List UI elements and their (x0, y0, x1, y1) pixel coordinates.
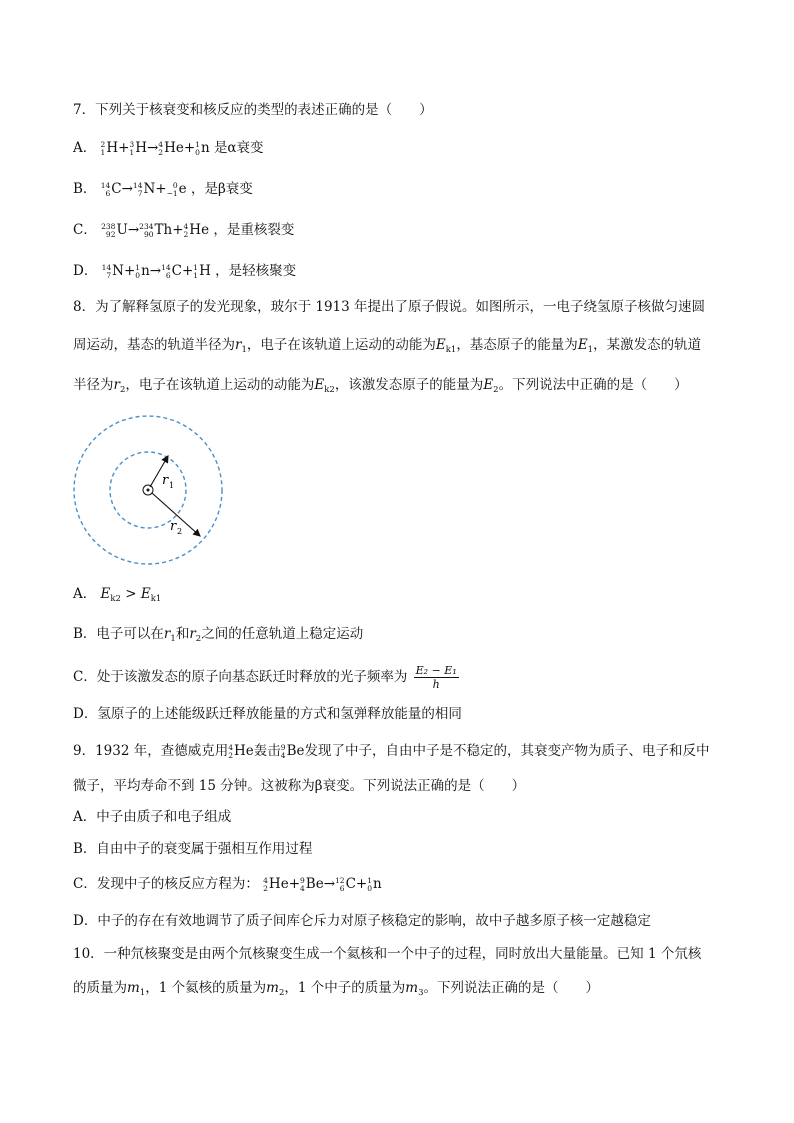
option-text: ，是β衰变 (190, 181, 253, 197)
q9-option-d[interactable]: D．中子的存在有效地调节了质子间库仑斥力对原子核稳定的影响，故中子越多原子核一定越稳定 (73, 913, 651, 929)
nuclear-equation: 4 2 He+ 9 4 Be→ 12 6 C+ 1 0 n (263, 875, 382, 893)
q8-option-b[interactable]: B．电子可以在$r_1$和$r_2$之间的任意轨道上稳定运动 (73, 626, 364, 644)
nuclear-equation: 2 1 H+ 3 1 H→ 4 2 He+ 1 0 n (100, 139, 210, 157)
svg-text:1: 1 (169, 481, 175, 490)
frequency-fraction: $\frac{\text{E₂ − E₁}}{h}$ (415, 664, 457, 691)
q7-option-a[interactable] (73, 138, 264, 158)
inequality: $E_{k2} > E_{k1}$ (100, 586, 162, 604)
q10-stem-line-2: 的质量为$m_1$，1 个氦核的质量为$m_2$，1 个中子的质量为$m_3$。下列说法正确的是（ ） (73, 980, 599, 998)
svg-text:2: 2 (177, 527, 183, 536)
option-prefix: B． (73, 181, 97, 197)
q7-option-d[interactable] (73, 261, 296, 281)
q8-stem-line-3: 半径为$r_2$，电子在该轨道上运动的动能为$E_{k2}$，该激发态原子的能量为$E_2$。下列说法中正确的是（ ） (73, 377, 688, 395)
nuclear-equation: 14 7 N+ 1 0 n→ 14 6 C+ 1 1 H (101, 262, 211, 280)
option-text: ，是重核裂变 (213, 222, 295, 238)
q7-stem: 7．下列关于核衰变和核反应的类型的表述正确的是（ ） (73, 102, 433, 118)
option-prefix: A． (73, 140, 97, 156)
nuclear-equation: 14 6 C→ 14 7 N+ 0 −1 e (100, 180, 187, 198)
nuclear-equation: 238 92 U→ 234 90 Th+ 4 2 He (101, 221, 210, 239)
option-text: 是α衰变 (213, 140, 264, 156)
q10-stem-line-1: 10．一种氘核聚变是由两个氘核聚变生成一个氦核和一个中子的过程，同时放出大量能量。已知 1 个氘核 (73, 946, 702, 962)
q9-option-b[interactable]: B．自由中子的衰变属于强相互作用过程 (73, 841, 313, 857)
option-prefix: C． (73, 222, 97, 238)
r1-label: r (162, 473, 169, 488)
option-prefix: D． (73, 263, 98, 279)
bohr-orbit-figure (70, 414, 228, 572)
q9-option-a[interactable]: A．中子由质子和电子组成 (73, 809, 232, 825)
q9-stem-line-1: 9．1932 年，查德威克用 4 2 He轰击 9 4 Be发现了中子，自由中子是不稳定的，其衰变产物为质子、电子和反中 (73, 742, 710, 760)
q9-option-c[interactable]: C．发现中子的核反应方程为： 4 2 He+ 9 4 Be→ 12 6 C+ 1 0 n (73, 875, 382, 893)
q8-option-a[interactable]: A． $E_{k2} > E_{k1}$ (73, 586, 162, 604)
r2-label: r (170, 519, 177, 534)
q8-stem-line-1: 8．为了解释氢原子的发光现象，玻尔于 1913 年提出了原子假说。如图所示，一电子绕氢原子核做匀速圆 (73, 299, 706, 315)
option-text: ，是轻核聚变 (215, 263, 297, 279)
q8-option-c[interactable]: C．处于该激发态的原子向基态跃迁时释放的光子频率为 $\frac{\text{E₂ − E₁}}{h}$ (73, 664, 457, 691)
q8-option-d[interactable]: D．氢原子的上述能级跃迁释放能量的方式和氢弹释放能量的相同 (73, 706, 462, 722)
q7-option-c[interactable] (73, 220, 294, 240)
q7-option-b[interactable] (73, 179, 253, 199)
q8-stem-line-2: 周运动，基态的轨道半径为$r_1$，电子在该轨道上运动的动能为$E_{k1}$，基态原子的能量为$E_1$，某激发态的轨道 (73, 337, 702, 355)
q9-stem-line-2: 微子，平均寿命不到 15 分钟。这被称为β衰变。下列说法正确的是（ ） (73, 778, 526, 794)
